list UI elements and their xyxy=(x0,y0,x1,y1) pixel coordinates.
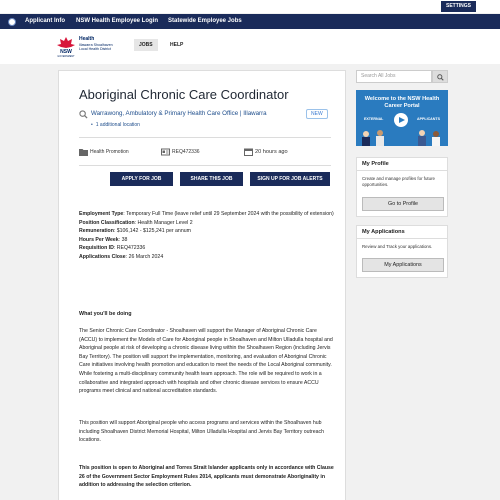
globe-icon xyxy=(8,18,16,26)
banner-title: Welcome to the NSW Health Career Portal xyxy=(364,96,440,109)
menu-jobs[interactable]: JOBS xyxy=(134,39,158,51)
svg-text:GOVERNMENT: GOVERNMENT xyxy=(57,55,75,58)
job-alerts-button[interactable]: SIGN UP FOR JOB ALERTS xyxy=(250,172,330,186)
go-to-profile-button[interactable]: Go to Profile xyxy=(362,197,444,211)
job-location: Warrawong, Ambulatory & Primary Health Care Office | Illawarra xyxy=(91,110,267,117)
nav-employee-login[interactable]: NSW Health Employee Login xyxy=(76,18,159,24)
banner-external-label: EXTERNAL xyxy=(364,117,384,121)
logo-text: Health Illawarra Shoalhaven Local Health District xyxy=(79,36,113,51)
divider xyxy=(79,165,331,166)
eligibility-paragraph: This position is open to Aboriginal and Torres Strait Islander applicants only in accordance with Clause 26 of the Government Sector Employment Rules 2014, applicants must demonstrate Aboriginality in addition to addressing the selection criterion. xyxy=(79,465,334,489)
detail-classification: Position Classification: Health Manager Level 2 xyxy=(79,219,193,226)
map-pin-icon xyxy=(79,110,88,119)
detail-requisition: Requisition ID: REQ472336 xyxy=(79,245,146,251)
section-heading: What you'll be doing xyxy=(79,311,132,317)
additional-location-link[interactable]: • 1 additional location xyxy=(91,122,140,128)
detail-hours: Hours Per Week: 38 xyxy=(79,236,128,243)
detail-remuneration: Remuneration: $106,142 - $125,241 per annum xyxy=(79,228,191,234)
settings-button[interactable]: SETTINGS xyxy=(441,1,476,12)
calendar-icon xyxy=(244,148,253,156)
search-icon xyxy=(437,74,444,81)
utility-bar xyxy=(0,0,500,13)
description-paragraph: This position will support Aboriginal people who access programs and services within the Shoalhaven hub including Shoalhaven District Memorial Hospital, Milton Ulladulla Hospital and Jervis Bay Territory outreach locations. xyxy=(79,420,324,444)
applications-text: Review and Track your applications. xyxy=(362,244,433,249)
description-paragraph: The Senior Chronic Care Coordinator - Shoalhaven will support the Manager of Aboriginal Chronic Care (ACCU) to implement the Models of Care for Aboriginal people in Shoalhaven and Milton Ulladulla hospital and Aboriginal people at risk of developing a chronic disease living within the Shoalhaven Region (including Jervis Bay Territory). The position will support the implementation, monitoring, and evaluation of Aboriginal Chronic Care initiatives involving health promotion and education to meet the needs of the Local Aboriginal community. While fostering a multi-disciplinary community health team approach. The role will be required to work in a collaborative and integrated approach with hospitals and other chronic disease services to ensure ACCU programs meet clinical and national accreditation standards. xyxy=(79,328,333,395)
banner-applicants-label: APPLICANTS xyxy=(417,117,440,121)
job-panel: Aboriginal Chronic Care Coordinator Warrawong, Ambulatory & Primary Health Care Office | Illawarra • 1 additional location NEW Health Promotion REQ472336 20 hours ago APPLY FOR JOB SHARE THIS JOB SIGN UP FOR JOB ALERTS Employment Type: Temporary Full Time (leave relief until 29 September 2024 with the possibility of extension) Position Classification: Health Manager Level 2 Remuneration: $106,142 - $125,241 per annum Hours Per Week: 38 Requisition ID: REQ472336 Applications Close: 26 March 2024 What you'll be doing The Senior Chronic Care Coordinator - Shoalhaven will support the Manager of Aboriginal Chronic Care (ACCU) to implement the Models of Care for Aboriginal people in Shoalhaven and Milton Ulladulla hospital and Aboriginal people at risk of developing a chronic disease living within the Shoalhaven Region (including Jervis Bay Territory). The position will support the implementation, monitoring, and evaluation of Aboriginal Chronic Care initiatives involving health promotion and education to meet the needs of the Local Aboriginal community. While fostering a multi-disciplinary community health team approach. The role will be required to work in a collaborative and integrated approach with hospitals and other chronic disease services to ensure ACCU programs meet clinical and national accreditation standards. This position will support Aboriginal people who access programs and services within the Shoalhaven hub including Shoalhaven District Memorial Hospital, Milton Ulladulla Hospital and Jervis Bay Territory outreach locations. This position is open to Aboriginal and Torres Strait Islander applicants only in accordance with Clause 26 of the Government Sector Employment Rules 2014, applicants must demonstrate Aboriginality in addition to addressing the selection criterion. xyxy=(58,70,346,500)
share-job-button[interactable]: SHARE THIS JOB xyxy=(180,172,243,186)
my-profile-card xyxy=(356,157,448,217)
apply-for-job-button[interactable]: APPLY FOR JOB xyxy=(110,172,173,186)
id-card-icon xyxy=(161,148,170,156)
svg-text:NSW: NSW xyxy=(60,49,72,55)
people-illustration xyxy=(356,128,448,146)
top-nav xyxy=(0,14,500,29)
career-portal-video[interactable] xyxy=(356,90,448,146)
search-input[interactable]: Search All Jobs xyxy=(356,70,432,83)
search-button[interactable] xyxy=(432,70,448,83)
waratah-logo-icon xyxy=(56,36,76,58)
folder-icon xyxy=(79,148,88,156)
play-icon[interactable] xyxy=(394,113,408,127)
profile-text: Create and manage profiles for future opportunities. xyxy=(362,176,435,187)
my-applications-button[interactable]: My Applications xyxy=(362,258,444,272)
detail-close-date: Applications Close: 26 March 2024 xyxy=(79,253,164,260)
job-title: Aboriginal Chronic Care Coordinator xyxy=(79,87,289,102)
detail-employment-type: Employment Type: Temporary Full Time (leave relief until 29 September 2024 with the possibility of extension) xyxy=(79,211,334,217)
my-applications-card xyxy=(356,225,448,278)
nav-statewide-jobs[interactable]: Statewide Employee Jobs xyxy=(168,18,242,24)
new-badge: NEW xyxy=(306,109,328,119)
nav-applicant-info[interactable]: Applicant Info xyxy=(25,18,65,24)
profile-heading: My Profile xyxy=(357,158,447,171)
divider xyxy=(79,137,331,138)
job-details xyxy=(79,210,334,261)
applications-heading: My Applications xyxy=(357,226,447,239)
nsw-health-logo[interactable] xyxy=(56,36,116,58)
menu-help[interactable]: HELP xyxy=(170,42,184,48)
